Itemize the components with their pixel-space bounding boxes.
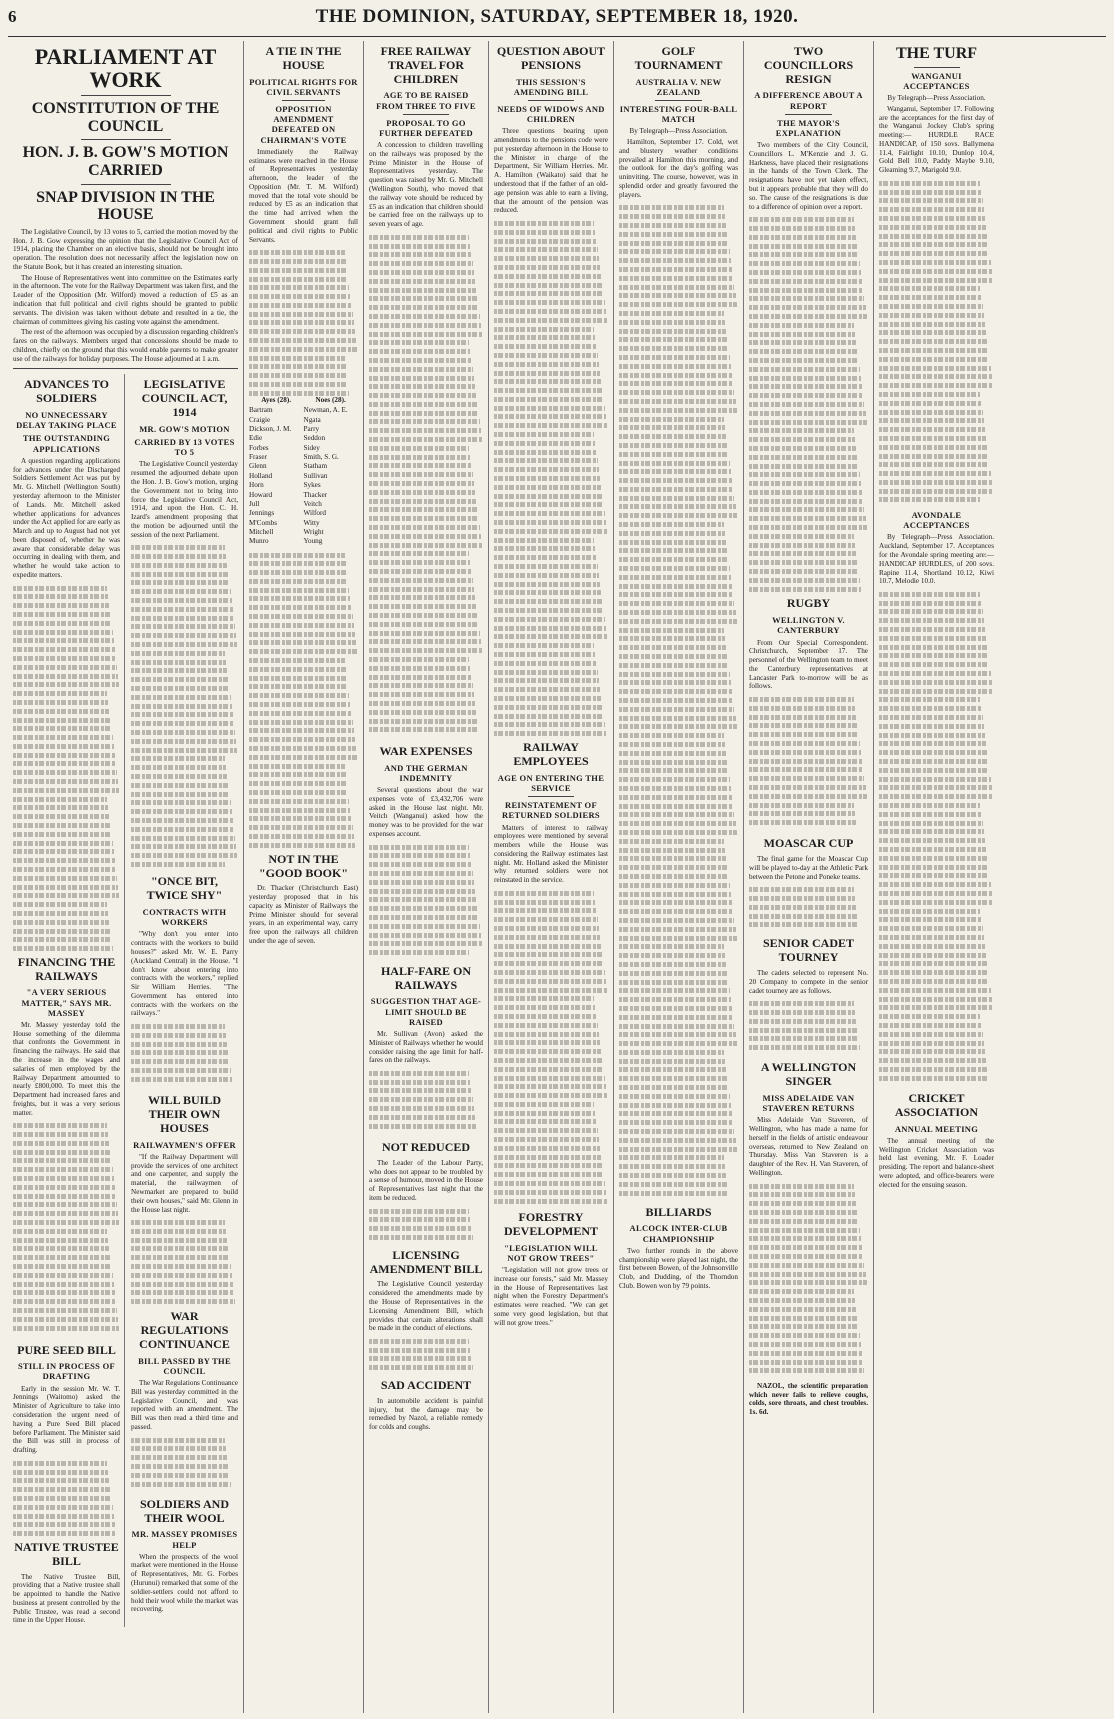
noes-member: Witty xyxy=(303,518,320,527)
free-railway-subhead-2: PROPOSAL TO GO FURTHER DEFEATED xyxy=(379,117,473,138)
noes-list xyxy=(304,406,359,546)
pensions-subhead-2: NEEDS OF WIDOWS AND CHILDREN xyxy=(497,103,605,125)
noes-member: Sullivan xyxy=(303,471,328,480)
noes-member: Statham xyxy=(303,462,328,471)
financing-headline: FINANCING THE RAILWAYS xyxy=(17,954,116,983)
billiards-body: Two further rounds in the above championship were played last night, the first between Bowen, of the Johnsonville Club, and Dudding, of the Thorndon Club. Bowen won by 79 points. xyxy=(619,1246,738,1290)
tie-subhead-2: OPPOSITION AMENDMENT DEFEATED ON CHAIRMAN'S VOTE xyxy=(260,103,347,145)
forestry-subhead: "LEGISLATION WILL NOT GROW TREES" xyxy=(504,1242,598,1263)
pure-seed-headline: PURE SEED BILL xyxy=(17,1342,116,1357)
ayes-member: Howard xyxy=(249,490,273,499)
financing-body-continued xyxy=(13,1120,120,1340)
singer-headline: A WELLINGTON SINGER xyxy=(760,1060,857,1089)
ayes-member: Jennings xyxy=(249,509,275,518)
billiards-subhead: ALCOCK INTER-CLUB CHAMPIONSHIP xyxy=(629,1223,728,1244)
once-bit-headline: "ONCE BIT, TWICE SHY" xyxy=(146,874,223,903)
ayes-member: Mitchell xyxy=(249,527,274,536)
masthead xyxy=(8,6,1106,37)
sad-accident-body: In automobile accident is painful injury, but the damage may be remedied by Nazol, a reliable remedy for colds and coughs. xyxy=(369,1396,483,1432)
ayes-member: Fraser xyxy=(249,453,267,462)
ayes-member: Jull xyxy=(249,499,260,508)
not-reduced-headline: NOT REDUCED xyxy=(381,1140,471,1155)
moascar-body: The final game for the Moascar Cup will be played to-day at the Athletic Park between the Petone and Poneke teams. xyxy=(749,855,868,881)
columns xyxy=(8,41,1106,1713)
worker-houses-headline: WILL BUILD THEIR OWN HOUSES xyxy=(147,1093,222,1135)
column-parliament xyxy=(8,41,244,1713)
war-expenses-headline: WAR EXPENSES xyxy=(379,743,473,758)
pensions-body: Three questions bearing upon amendments to the pensions code were put yesterday afternoon in the House to the Minister in charge of the Department, Sir William Herries. Mr. A. Hamilton (Waikato) said that he understood that if the father of an old-age pension was able to earn a living, that the amount of the pension was reduced. xyxy=(494,127,608,215)
noes-member: Parry xyxy=(303,425,320,434)
noes-member: Wright xyxy=(303,527,324,536)
ayes-member: Bartram xyxy=(249,406,273,415)
singer-body: Miss Adelaide Van Staveren, of Wellington, who has made a name for herself in the fields of artistic endeavour overseas, returned to New Zealand on Thursday. Miss Van Staveren is a daughter of the Rev. H. Van Staveren, of Wellington. xyxy=(749,1116,868,1177)
ayes-member: Craigie xyxy=(249,415,271,424)
noes-member: Sykes xyxy=(303,481,321,490)
golf-byline: By Telegraph—Press Association. xyxy=(629,127,728,136)
free-railway-headline: FREE RAILWAY TRAVEL FOR CHILDREN xyxy=(380,44,472,86)
turf-body-2: By Telegraph—Press Association. Auckland, September 17. Acceptances for the Avondale spring meeting are:— HANDICAP HURDLES, of 200 sovs. Rapine 11.4, Shortland 10.12, Kiwi 10.7, Melodie 10.0. xyxy=(879,533,994,586)
councillors-body: Two members of the City Council, Councillors L. M'Kenzie and J. G. Harkness, have placed their resignations in the hands of the Town Clerk. The resignations have not yet taken effect, but it appears probable that they will do so. The cause of the resignations is due to a difference of opinion over a report. xyxy=(749,141,868,211)
free-railway-body: A concession to children travelling on the railways was proposed by the Prime Minister in the House of Representatives yesterday. The question was raised by Mr. G. Mitchell (Wellington South), who moved that the railway vote should be reduced by £5 as an indication that children should be carried free on the railways up to seven years of age. xyxy=(369,141,483,229)
turf-headline: THE TURF xyxy=(895,45,978,62)
turf-body: Wanganui, September 17. Following are the acceptances for the first day of the Wanganui Jockey Club's spring meeting:— HURDLE RACE HANDICAP, of 150 sovs. Ballymena 11.4, Fairlight 10.10, Dunlop 10.4, Gold Bell 10.0, Paddy Maybe 9.10, Gleaming 9.7, Marigold 9.0. xyxy=(879,104,994,175)
worker-houses-body: "If the Railway Department will provide the services of one architect and one carpenter, and supply the material, the railwaymen of Newmarket are prepared to build their own houses," said Mr. Glenn in the House last night. xyxy=(131,1152,238,1214)
financing-body: Mr. Massey yesterday told the House something of the dilemma that confronts the Government in financing the railways. He said that the increase in the wages and salaries of men employed by the Railway Department amounted to nearly £800,000. To meet this the Department had increased fares and freights, but it was a very serious matter. xyxy=(13,1020,120,1117)
soldiers-wool-body: When the prospects of the wool market were mentioned in the House of Representatives, Mr. G. Forbes (Hurunui) remarked that some of the soldier-settlers could not afford to hold their wool while the market was recovering. xyxy=(131,1552,238,1614)
parliament-headline: PARLIAMENT AT WORK xyxy=(34,44,217,93)
parliament-lead-2: The House of Representatives went into committee on the Estimates early in the afternoon. The vote for the Railway Department was taken first, and the Leader of the Opposition (Mr. Wilford) moved a reduction of £5 as an indication that full political and civil rights should be granted to public servants. The division was taken without debate and resulted in a tie, the chairman of committees giving his casting vote against the amendment. xyxy=(13,273,238,326)
singer-subhead: MISS ADELAIDE VAN STAVEREN RETURNS xyxy=(762,1092,855,1114)
council-act-subhead-1: MR. GOW'S MOTION xyxy=(139,423,230,434)
soldiers-wool-headline: SOLDIERS AND THEIR WOOL xyxy=(139,1496,230,1525)
senior-cadet-body: The cadets selected to represent No. 20 Company to compete in the senior cadet tourney are as follows. xyxy=(749,968,868,995)
war-expenses-subhead: AND THE GERMAN INDEMNITY xyxy=(384,762,468,783)
railway-employees-subhead-1: AGE ON ENTERING THE SERVICE xyxy=(497,772,605,793)
council-act-subhead-2: CARRIED BY 13 VOTES TO 5 xyxy=(134,437,235,458)
war-regs-subhead: BILL PASSED BY THE COUNCIL xyxy=(138,1355,231,1376)
licensing-headline: LICENSING AMENDMENT BILL xyxy=(369,1247,483,1276)
noes-label: Noes (28). xyxy=(315,396,346,405)
soldiers-headline: ADVANCES TO SOLDIERS xyxy=(23,377,110,406)
war-regs-body: The War Regulations Continuance Bill was yesterday committed in the Legislative Council, and was reported with an amendment. The Bill was then read a third time and passed. xyxy=(131,1379,238,1431)
noes-member: Sidey xyxy=(303,443,320,452)
parliament-subhead-motion: HON. J. B. GOW'S MOTION CARRIED xyxy=(22,144,229,179)
parliament-subhead-division: SNAP DIVISION IN THE HOUSE xyxy=(36,188,215,224)
good-book-headline: NOT IN THE "GOOD BOOK" xyxy=(259,851,348,880)
page-number: 6 xyxy=(8,7,17,26)
turf-byline: By Telegraph—Press Association. xyxy=(887,93,986,102)
ayes-label: Ayes (28). xyxy=(261,396,292,405)
column-pensions xyxy=(489,41,614,1713)
billiards-headline: BILLIARDS xyxy=(645,1204,712,1219)
golf-subhead-1: AUSTRALIA V. NEW ZEALAND xyxy=(635,76,722,97)
ayes-member: Holland xyxy=(249,471,273,480)
paper-title: THE DOMINION, SATURDAY, SEPTEMBER 18, 1920. xyxy=(315,6,799,27)
noes-member: Young xyxy=(303,537,323,546)
ayes-member: Glenn xyxy=(249,462,267,471)
tie-headline: A TIE IN THE HOUSE xyxy=(265,44,342,72)
cricket-body: The annual meeting of the Wellington Cricket Association was held last evening, Mr. F. Loader presiding. The report and balance-sheet were adopted, and office-bearers were elected for the ensuing season. xyxy=(879,1136,994,1189)
column-golf xyxy=(614,41,744,1713)
ayes-member: Edie xyxy=(249,434,263,443)
council-act-headline: LEGISLATIVE COUNCIL ACT, 1914 xyxy=(141,377,228,420)
railway-employees-headline: RAILWAY EMPLOYEES xyxy=(513,740,589,768)
noes-member: Thacker xyxy=(303,490,328,499)
column-turf xyxy=(874,41,999,1713)
forestry-body: "Legislation will not grow trees or increase our forests," said Mr. Massey in the House of Representatives last night when the Forestry Department's estimates were reached. "We can get some very good legislation, but that will not grow trees." xyxy=(494,1265,608,1327)
pure-seed-body: Early in the session Mr. W. T. Jennings (Waitomo) asked the Minister of Agriculture to take into consideration the urgent need of having a Pure Seed Bill placed before Parliament. The Minister said the Bill was still in process of drafting. xyxy=(13,1384,120,1455)
rugby-headline: RUGBY xyxy=(786,596,831,611)
division-list xyxy=(249,406,358,546)
councillors-headline: TWO COUNCILLORS RESIGN xyxy=(763,44,854,86)
pure-seed-subhead: STILL IN PROCESS OF DRAFTING xyxy=(17,1361,116,1382)
half-fare-headline: HALF-FARE ON RAILWAYS xyxy=(380,963,472,992)
councillors-subhead-1: A DIFFERENCE ABOUT A REPORT xyxy=(754,90,863,111)
noes-member: Seddon xyxy=(303,434,326,443)
cricket-headline: CRICKET ASSOCIATION xyxy=(894,1091,979,1119)
war-regs-headline: WAR REGULATIONS CONTINUANCE xyxy=(139,1309,230,1351)
noes-member: Wilford xyxy=(303,509,326,518)
senior-cadet-headline: SENIOR CADET TOURNEY xyxy=(762,936,855,965)
council-act-body: The Legislative Council yesterday resumed the adjourned debate upon the Hon. J. B. Gow's motion, urging the Government not to bring into force the Legislative Council Act, 1914, and upon the Hon. C. H. Izard's amendment proposing that the motion be adjourned until the session of the next Parliament. xyxy=(131,460,238,539)
column-tie xyxy=(244,41,364,1713)
parliament-lead: The Legislative Council, by 13 votes to 5, carried the motion moved by the Hon. J. B. Gow expressing the opinion that the Legislative Council Act of 1914, placing the Chamber on an elective basis, should not be brought into operation. The resolution does not necessarily affect the legislation now on the Statute Book, but it has created an interesting situation. xyxy=(13,227,238,271)
turf-subhead-1: WANGANUI ACCEPTANCES xyxy=(903,70,970,91)
parliament-lead-3: The rest of the afternoon was occupied by a discussion regarding children's fares on the railways. Members urged that concessions should be made to children, chiefly on the ground that this would enable parents to make greater use of the railways for holiday purposes. The House adjourned at 1 a.m. xyxy=(13,328,238,363)
column-councillors xyxy=(744,41,874,1713)
rugby-body: From Our Special Correspondent. Christchurch, September 17. The personnel of the Wellington team to meet the Canterbury representatives at Lancaster Park to-morrow will be as follows. xyxy=(749,638,868,691)
ayes-member: Munro xyxy=(249,537,269,546)
pensions-subhead-1: THIS SESSION'S AMENDING BILL xyxy=(513,76,589,97)
native-trustee-headline: NATIVE TRUSTEE BILL xyxy=(14,1539,119,1568)
free-railway-subhead-1: AGE TO BE RAISED FROM THREE TO FIVE xyxy=(376,90,476,111)
councillors-subhead-2: THE MAYOR'S EXPLANATION xyxy=(775,117,842,138)
soldiers-body: A question regarding applications for advances under the Discharged Soldiers Settlement Act was put by Mr. G. Mitchell (Wellington South) yesterday afternoon to the Minister of Lands. Mr. Mitchell asked whether applications for advances under the Act applied for are early as March and up to August had not yet been disposed of, whether he was aware that considerable delay was occurring in dealing with them, and whether he would take action to expedite matters. xyxy=(13,456,120,579)
railway-employees-body: Matters of interest to railway employees were mentioned by several members while the House was considering the Railway estimates last night. Mr. Holland asked the Minister why returned soldiers were not reinstated in the service. xyxy=(494,823,608,885)
noes-member: Newman, A. E. xyxy=(303,406,348,415)
worker-houses-subhead: RAILWAYMEN'S OFFER xyxy=(133,1139,236,1150)
noes-member: Ngata xyxy=(303,415,321,424)
turf-subhead-2: AVONDALE ACCEPTANCES xyxy=(903,510,970,531)
golf-body: Hamilton, September 17. Cold, wet and blustery weather conditions prevailed at Hamilton this morning, and the outlook for the day's golfing was uninviting. The course, however, was in splendid order and greatly favoured the players. xyxy=(619,138,738,199)
half-fare-subhead: SUGGESTION THAT AGE-LIMIT SHOULD BE RAISED xyxy=(370,996,482,1027)
soldiers-subhead-2: THE OUTSTANDING APPLICATIONS xyxy=(22,433,111,454)
railway-employees-subhead-2: REINSTATEMENT OF RETURNED SOLDIERS xyxy=(502,800,600,821)
sad-accident-headline: SAD ACCIDENT xyxy=(380,1378,472,1393)
soldiers-body-continued xyxy=(13,582,120,952)
column-free-railway xyxy=(364,41,489,1713)
moascar-headline: MOASCAR CUP xyxy=(763,836,854,851)
ayes-member: Horn xyxy=(249,481,264,490)
tie-subhead-1: POLITICAL RIGHTS FOR CIVIL SERVANTS xyxy=(249,76,358,97)
once-bit-body: "Why don't you enter into contracts with the workers to build houses?" asked Mr. W. E. Parry (Auckland Central) in the House. "I don't know about entering into contracts with the workers," replied Sir William Herries. "The Government has entered into contracts with the workers on the railways." xyxy=(131,930,238,1018)
parliament-subhead-council: CONSTITUTION OF THE COUNCIL xyxy=(31,100,220,135)
golf-headline: GOLF TOURNAMENT xyxy=(634,44,723,72)
nazol-advert: NAZOL, the scientific preparation which never fails to relieve coughs, colds, sore throats, and chest troubles. 1s. 6d. xyxy=(749,1381,868,1417)
rugby-subhead: WELLINGTON V. CANTERBURY xyxy=(772,615,845,636)
once-bit-subhead: CONTRACTS WITH WORKERS xyxy=(142,907,227,928)
tie-body: Immediately the Railway estimates were reached in the House of Representatives yesterday afternoon, the leader of the Opposition (Mr. T. M. Wilford) moved that the total vote should be reduced by £5 as an indication that the time had arrived when the Government should grant full political and civil rights to Public Servants. xyxy=(249,147,358,244)
forestry-headline: FORESTRY DEVELOPMENT xyxy=(503,1209,598,1238)
soldiers-subhead-1: NO UNNECESSARY DELAY TAKING PLACE xyxy=(16,410,117,431)
licensing-body: The Legislative Council yesterday considered the amendments made by the House of Representatives in the Licensing Amendment Bill, which provides that certain alterations shall be made in the conduct of elections. xyxy=(369,1280,483,1333)
half-fare-body: Mr. Sullivan (Avon) asked the Minister of Railways whether he would consider raising the age limit for half-fares on the railways. xyxy=(369,1029,483,1065)
ayes-list xyxy=(249,406,304,546)
native-trustee-body: The Native Trustee Bill, providing that a Native trustee shall be appointed to handle the Native business at present controlled by the Public Trustee, was read a second time in the Upper House. xyxy=(13,1572,120,1625)
financing-subhead: "A VERY SERIOUS MATTER," SAYS MR. MASSEY xyxy=(21,987,112,1018)
noes-member: Veitch xyxy=(303,499,322,508)
golf-subhead-2: INTERESTING FOUR-BALL MATCH xyxy=(619,103,738,125)
ayes-member: Dickson, J. M. xyxy=(249,425,292,434)
ayes-member: Forbes xyxy=(249,443,269,452)
war-expenses-body: Several questions about the war expenses vote of £3,432,706 were asked in the House last night. Mr. Veitch (Wanganui) asked how the money was to be provided for the war expenses account. xyxy=(369,786,483,839)
not-reduced-body: The Leader of the Labour Party, who does not appear to be troubled by a sense of humour, moved in the House of Representatives last night that the item be reduced. xyxy=(369,1158,483,1203)
soldiers-wool-subhead: MR. MASSEY PROMISES HELP xyxy=(131,1529,238,1550)
pensions-headline: QUESTION ABOUT PENSIONS xyxy=(496,44,606,72)
ayes-member: M'Combs xyxy=(249,518,278,527)
noes-member: Smith, S. G. xyxy=(303,453,339,462)
good-book-body: Dr. Thacker (Christchurch East) yesterday proposed that in his capacity as Minister of Railways the Prime Minister should for several years, in an experimental way, carry free upon the railways all children under the age of seven. xyxy=(249,884,358,945)
cricket-subhead: ANNUAL MEETING xyxy=(894,1123,979,1134)
